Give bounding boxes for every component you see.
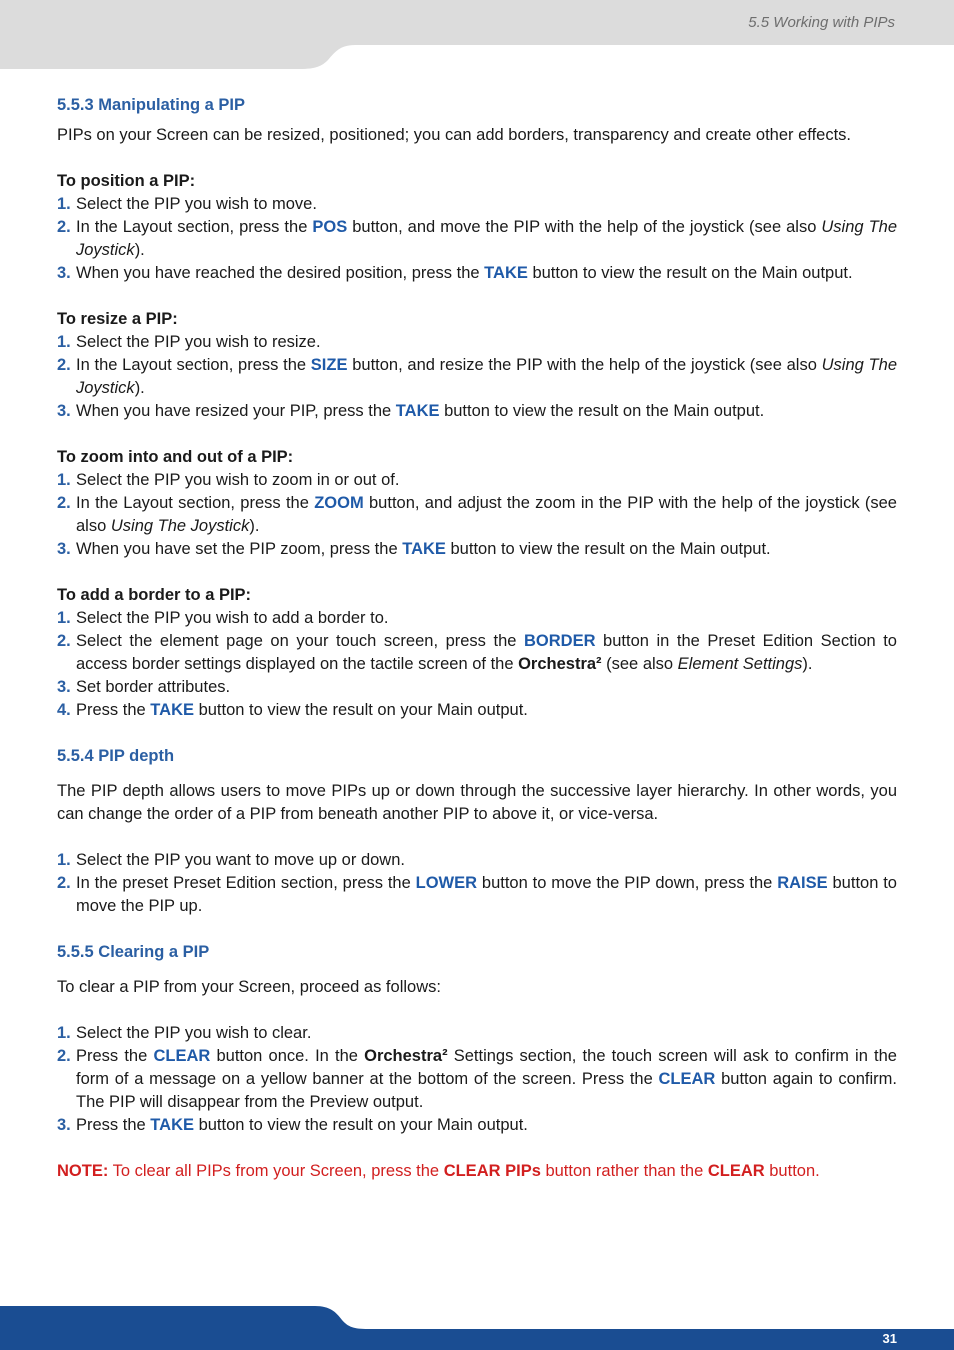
reference-link: Using The Joystick bbox=[110, 517, 250, 535]
step-number: 2. bbox=[57, 874, 71, 892]
list-item bbox=[57, 699, 897, 722]
step-text: button to view the result on the Main output. bbox=[527, 264, 853, 282]
step-number: 3. bbox=[57, 1116, 71, 1134]
step-text: ). bbox=[802, 655, 813, 673]
keyword-take: TAKE bbox=[395, 402, 440, 420]
product-name: Orchestra² bbox=[518, 655, 602, 673]
step-number: 2. bbox=[57, 218, 71, 236]
step-text: Press the bbox=[76, 1116, 151, 1134]
step-text: Select the PIP you wish to add a border to. bbox=[76, 609, 389, 627]
step-text: When you have set the PIP zoom, press the bbox=[76, 540, 403, 558]
step-number: 3. bbox=[57, 264, 71, 282]
list-item bbox=[57, 676, 897, 699]
step-text: button, and adjust the zoom in the PIP with the help of the joystick (see also bbox=[76, 494, 897, 535]
list-item bbox=[57, 193, 897, 216]
list-item bbox=[57, 1022, 897, 1045]
step-text: button again to confirm. The PIP will disappear from the Preview output. bbox=[76, 1070, 897, 1111]
step-text: In the Layout section, press the bbox=[76, 356, 311, 374]
subheading-resize: To resize a PIP: bbox=[57, 310, 178, 328]
step-text: (see also bbox=[601, 655, 678, 673]
keyword-take: TAKE bbox=[402, 540, 446, 558]
step-number: 2. bbox=[57, 1047, 71, 1065]
section-heading-clearing: 5.5.5 Clearing a PIP bbox=[57, 943, 210, 961]
step-text: In the Layout section, press the bbox=[76, 218, 313, 236]
step-text: button to view the result on your Main output. bbox=[194, 701, 528, 719]
list-item bbox=[57, 262, 897, 285]
list-item bbox=[57, 400, 897, 423]
list-item bbox=[57, 872, 897, 918]
reference-link: Element Settings bbox=[677, 655, 803, 673]
keyword-pos: POS bbox=[312, 218, 348, 236]
step-text: button to view the result on the Main output. bbox=[445, 540, 771, 558]
keyword-clear: CLEAR bbox=[707, 1162, 765, 1180]
keyword-take: TAKE bbox=[150, 1116, 194, 1134]
step-number: 2. bbox=[57, 494, 71, 512]
step-text: ). bbox=[134, 241, 145, 259]
intro-paragraph: To clear a PIP from your Screen, proceed as follows: bbox=[57, 978, 441, 996]
step-number: 2. bbox=[57, 632, 71, 650]
intro-paragraph: PIPs on your Screen can be resized, positioned; you can add borders, transparency and create other effects. bbox=[57, 126, 851, 144]
step-number: 3. bbox=[57, 540, 71, 558]
step-text: When you have resized your PIP, press the bbox=[76, 402, 396, 420]
list-item bbox=[57, 331, 897, 354]
step-text: In the preset Preset Edition section, press the bbox=[76, 874, 416, 892]
subheading-border: To add a border to a PIP: bbox=[57, 586, 252, 604]
list-item bbox=[57, 469, 897, 492]
zoom-steps bbox=[57, 469, 897, 561]
step-text: button, and move the PIP with the help of the joystick (see also bbox=[347, 218, 822, 236]
step-text: Select the PIP you wish to move. bbox=[76, 195, 317, 213]
step-text: ). bbox=[134, 379, 145, 397]
list-item bbox=[57, 607, 897, 630]
step-text: Settings section, the touch screen will ask to confirm in the form of a message on a yellow banner at the bottom of the screen. Press the bbox=[76, 1047, 897, 1088]
step-text: button in the Preset Edition Section to access border settings displayed on the tactile screen of the bbox=[76, 632, 897, 673]
step-text: button, and resize the PIP with the help of the joystick (see also bbox=[347, 356, 822, 374]
step-text: Select the PIP you wish to zoom in or out of. bbox=[76, 471, 400, 489]
list-item bbox=[57, 538, 897, 561]
step-text: ). bbox=[249, 517, 260, 535]
keyword-raise: RAISE bbox=[777, 874, 828, 892]
reference-link: Using The Joystick bbox=[76, 356, 897, 397]
section-heading-pip-depth: 5.5.4 PIP depth bbox=[57, 747, 175, 765]
keyword-clear: CLEAR bbox=[658, 1070, 716, 1088]
step-number: 1. bbox=[57, 333, 71, 351]
position-steps bbox=[57, 193, 897, 285]
step-text: When you have reached the desired position, press the bbox=[76, 264, 485, 282]
keyword-take: TAKE bbox=[484, 264, 528, 282]
list-item bbox=[57, 1114, 897, 1137]
step-number: 4. bbox=[57, 701, 71, 719]
subheading-position: To position a PIP: bbox=[57, 172, 196, 190]
step-text: button to view the result on your Main output. bbox=[194, 1116, 528, 1134]
intro-paragraph: The PIP depth allows users to move PIPs up or down through the successive layer hierarchy. In other words, you can change the order of a PIP from beneath another PIP to above it, or vice-versa. bbox=[57, 782, 897, 823]
list-item bbox=[57, 492, 897, 538]
list-item bbox=[57, 849, 897, 872]
step-text: Press the bbox=[76, 1047, 154, 1065]
page-content bbox=[57, 94, 897, 1183]
reference-link: Using The Joystick bbox=[76, 218, 898, 259]
step-number: 1. bbox=[57, 609, 71, 627]
note-paragraph bbox=[57, 1160, 897, 1183]
note-text: button. bbox=[764, 1162, 820, 1180]
step-number: 3. bbox=[57, 402, 71, 420]
step-number: 1. bbox=[57, 195, 71, 213]
running-header: 5.5 Working with PIPs bbox=[748, 14, 895, 31]
resize-steps bbox=[57, 331, 897, 423]
product-name: Orchestra² bbox=[364, 1047, 448, 1065]
border-steps bbox=[57, 607, 897, 722]
step-number: 1. bbox=[57, 851, 71, 869]
list-item bbox=[57, 216, 897, 262]
footer-band bbox=[0, 1304, 954, 1350]
step-text: button to move the PIP up. bbox=[76, 874, 897, 915]
note-text: button rather than the bbox=[540, 1162, 708, 1180]
step-number: 1. bbox=[57, 471, 71, 489]
step-text: button once. In the bbox=[210, 1047, 365, 1065]
step-text: Press the bbox=[76, 701, 151, 719]
keyword-lower: LOWER bbox=[415, 874, 478, 892]
step-number: 1. bbox=[57, 1024, 71, 1042]
note-text: To clear all PIPs from your Screen, press the bbox=[108, 1162, 444, 1180]
step-text: Select the PIP you wish to resize. bbox=[76, 333, 321, 351]
step-text: Select the PIP you want to move up or down. bbox=[76, 851, 405, 869]
list-item bbox=[57, 354, 897, 400]
header-band bbox=[0, 0, 954, 70]
page-number: 31 bbox=[882, 1331, 897, 1346]
list-item bbox=[57, 1045, 897, 1114]
keyword-border: BORDER bbox=[523, 632, 596, 650]
keyword-size: SIZE bbox=[310, 356, 348, 374]
step-text: Select the PIP you wish to clear. bbox=[76, 1024, 312, 1042]
step-text: Set border attributes. bbox=[76, 678, 231, 696]
keyword-clear: CLEAR bbox=[153, 1047, 211, 1065]
note-label: NOTE: bbox=[57, 1162, 109, 1180]
subheading-zoom: To zoom into and out of a PIP: bbox=[57, 448, 294, 466]
step-text: button to move the PIP down, press the bbox=[477, 874, 778, 892]
step-text: button to view the result on the Main output. bbox=[439, 402, 765, 420]
step-text: Select the element page on your touch screen, press the bbox=[76, 632, 524, 650]
keyword-take: TAKE bbox=[150, 701, 194, 719]
list-item bbox=[57, 630, 897, 676]
depth-steps bbox=[57, 849, 897, 918]
keyword-zoom: ZOOM bbox=[314, 494, 364, 512]
clear-steps bbox=[57, 1022, 897, 1137]
step-number: 3. bbox=[57, 678, 71, 696]
keyword-clear-pips: CLEAR PIPs bbox=[443, 1162, 541, 1180]
step-number: 2. bbox=[57, 356, 71, 374]
step-text: In the Layout section, press the bbox=[76, 494, 315, 512]
section-heading-manipulating: 5.5.3 Manipulating a PIP bbox=[57, 96, 245, 114]
